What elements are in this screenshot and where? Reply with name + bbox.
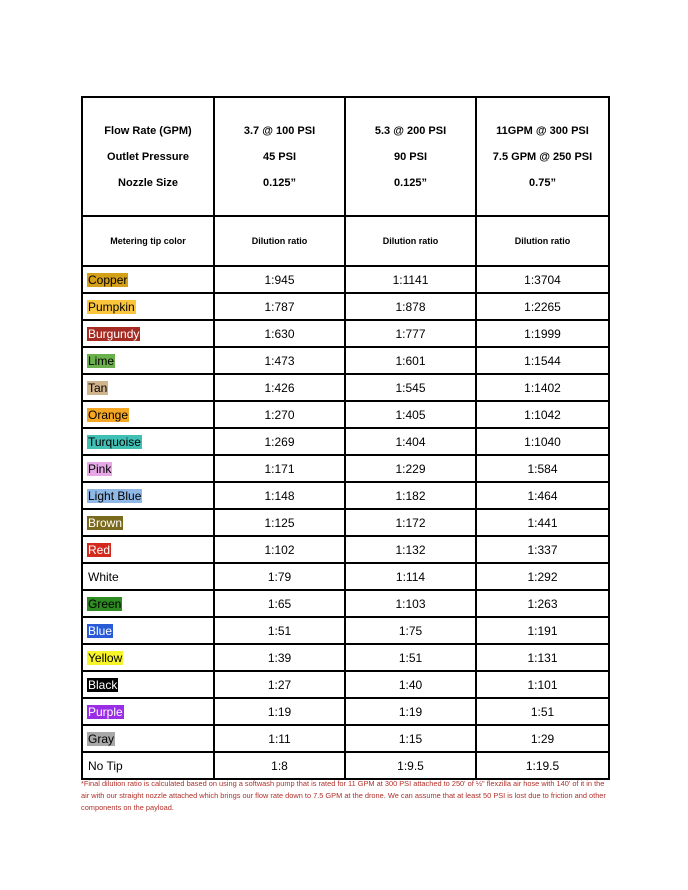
- table-row: [82, 401, 609, 428]
- dilution-ratio-cell: 1:1040: [476, 428, 609, 455]
- dilution-ratio-cell: 1:27: [214, 671, 345, 698]
- dilution-ratio-cell: 1:101: [476, 671, 609, 698]
- tip-color-label: Turquoise: [88, 434, 141, 449]
- tip-color-label: Lime: [88, 353, 115, 368]
- dilution-ratio-cell: 1:601: [345, 347, 476, 374]
- tip-color-label: Orange: [88, 407, 129, 422]
- table-row: [82, 590, 609, 617]
- table-row: [82, 509, 609, 536]
- dilution-table: [81, 96, 610, 780]
- tip-color-cell: [82, 644, 214, 671]
- metering-tip-color-header: Metering tip color: [82, 216, 214, 266]
- dilution-ratio-cell: 1:229: [345, 455, 476, 482]
- nozzle-size-value: 0.125”: [262, 176, 297, 189]
- outlet-pressure-value: 7.5 GPM @ 250 PSI: [492, 150, 593, 163]
- tip-color-label: Green: [88, 596, 122, 611]
- dilution-ratio-cell: 1:545: [345, 374, 476, 401]
- tip-color-cell: [82, 590, 214, 617]
- dilution-ratio-cell: 1:3704: [476, 266, 609, 293]
- dilution-ratio-cell: 1:191: [476, 617, 609, 644]
- tip-color-label: Burgundy: [88, 326, 140, 341]
- dilution-ratio-cell: 1:51: [476, 698, 609, 725]
- dilution-ratio-cell: 1:19: [214, 698, 345, 725]
- table-row: [82, 725, 609, 752]
- tip-color-cell: [82, 293, 214, 320]
- tip-color-label: Red: [88, 542, 111, 557]
- dilution-ratio-cell: 1:787: [214, 293, 345, 320]
- dilution-ratio-cell: 1:11: [214, 725, 345, 752]
- dilution-ratio-cell: 1:103: [345, 590, 476, 617]
- table-row: [82, 752, 609, 779]
- dilution-ratio-cell: 1:441: [476, 509, 609, 536]
- dilution-ratio-cell: 1:1042: [476, 401, 609, 428]
- tip-color-cell: [82, 671, 214, 698]
- header-row: [82, 97, 609, 216]
- dilution-ratio-cell: 1:125: [214, 509, 345, 536]
- dilution-ratio-cell: 1:777: [345, 320, 476, 347]
- dilution-ratio-cell: 1:39: [214, 644, 345, 671]
- nozzle-size-value: 0.75”: [529, 176, 556, 189]
- dilution-ratio-cell: 1:65: [214, 590, 345, 617]
- tip-color-label: Purple: [88, 704, 123, 719]
- tip-color-label: No Tip: [88, 758, 123, 773]
- dilution-ratio-cell: 1:114: [345, 563, 476, 590]
- tip-color-cell: [82, 509, 214, 536]
- flow-rate-label: Flow Rate (GPM): [104, 124, 192, 137]
- tip-color-label: Tan: [88, 380, 108, 395]
- dilution-ratio-cell: 1:171: [214, 455, 345, 482]
- dilution-ratio-cell: 1:75: [345, 617, 476, 644]
- flow-rate-value: 11GPM @ 300 PSI: [496, 124, 589, 137]
- tip-color-label: Gray: [88, 731, 115, 746]
- dilution-ratio-cell: 1:263: [476, 590, 609, 617]
- table-row: [82, 374, 609, 401]
- tip-color-cell: [82, 401, 214, 428]
- tip-color-label: Yellow: [88, 650, 123, 665]
- dilution-ratio-cell: 1:1141: [345, 266, 476, 293]
- tip-color-cell: [82, 455, 214, 482]
- dilution-ratio-cell: 1:1999: [476, 320, 609, 347]
- dilution-ratio-cell: 1:102: [214, 536, 345, 563]
- table-row: [82, 563, 609, 590]
- header-column-1: [214, 97, 345, 216]
- dilution-ratio-cell: 1:337: [476, 536, 609, 563]
- table-row: [82, 644, 609, 671]
- dilution-ratio-cell: 1:464: [476, 482, 609, 509]
- tip-color-label: Pink: [88, 461, 112, 476]
- tip-color-label: Black: [88, 677, 118, 692]
- dilution-ratio-cell: 1:79: [214, 563, 345, 590]
- dilution-ratio-cell: 1:29: [476, 725, 609, 752]
- dilution-ratio-cell: 1:51: [214, 617, 345, 644]
- table-row: [82, 266, 609, 293]
- tip-color-label: Blue: [88, 623, 113, 638]
- outlet-pressure-value: 45 PSI: [262, 150, 297, 163]
- header-labels-cell: [82, 97, 214, 216]
- dilution-ratio-cell: 1:131: [476, 644, 609, 671]
- tip-color-cell: [82, 347, 214, 374]
- tip-color-cell: [82, 266, 214, 293]
- dilution-ratio-cell: 1:404: [345, 428, 476, 455]
- dilution-ratio-cell: 1:8: [214, 752, 345, 779]
- header-column-3: [476, 97, 609, 216]
- table-row: [82, 455, 609, 482]
- dilution-ratio-cell: 1:19: [345, 698, 476, 725]
- tip-color-cell: [82, 482, 214, 509]
- nozzle-size-value: 0.125”: [393, 176, 428, 189]
- table-row: [82, 671, 609, 698]
- dilution-ratio-cell: 1:172: [345, 509, 476, 536]
- dilution-ratio-cell: 1:405: [345, 401, 476, 428]
- table-row: [82, 698, 609, 725]
- dilution-ratio-cell: 1:945: [214, 266, 345, 293]
- tip-color-label: Pumpkin: [88, 299, 135, 314]
- dilution-ratio-cell: 1:473: [214, 347, 345, 374]
- tip-color-label: White: [88, 569, 119, 584]
- footnote: *Final dilution ratio is calculated based on using a softwash pump that is rated for 11 GPM at 300 PSI attached to 250' of ½" flexzilla air hose with 140' of it in the air with our straight nozzle attached which brings our flow rate down to 7.5 GPM at the drone. We can assume that at least 50 PSI is lost due to friction and other components on the payload.: [81, 779, 606, 812]
- tip-color-label: Copper: [88, 272, 128, 287]
- tip-color-cell: [82, 617, 214, 644]
- tip-color-cell: [82, 374, 214, 401]
- dilution-ratio-cell: 1:878: [345, 293, 476, 320]
- dilution-ratio-header: Dilution ratio: [214, 216, 345, 266]
- table-row: [82, 428, 609, 455]
- dilution-ratio-cell: 1:1544: [476, 347, 609, 374]
- dilution-ratio-cell: 1:584: [476, 455, 609, 482]
- dilution-ratio-cell: 1:182: [345, 482, 476, 509]
- table-row: [82, 347, 609, 374]
- dilution-ratio-header: Dilution ratio: [476, 216, 609, 266]
- flow-rate-value: 5.3 @ 200 PSI: [374, 124, 447, 137]
- table-row: [82, 482, 609, 509]
- dilution-ratio-cell: 1:148: [214, 482, 345, 509]
- tip-color-cell: [82, 563, 214, 590]
- dilution-ratio-cell: 1:51: [345, 644, 476, 671]
- dilution-ratio-cell: 1:1402: [476, 374, 609, 401]
- tip-color-label: Brown: [88, 515, 123, 530]
- tip-color-cell: [82, 752, 214, 779]
- flow-rate-value: 3.7 @ 100 PSI: [243, 124, 316, 137]
- dilution-ratio-cell: 1:9.5: [345, 752, 476, 779]
- nozzle-size-label: Nozzle Size: [118, 176, 178, 189]
- dilution-ratio-cell: 1:270: [214, 401, 345, 428]
- tip-color-label: Light Blue: [88, 488, 142, 503]
- tip-color-cell: [82, 536, 214, 563]
- tip-color-cell: [82, 698, 214, 725]
- table-row: [82, 617, 609, 644]
- header-column-2: [345, 97, 476, 216]
- dilution-ratio-header: Dilution ratio: [345, 216, 476, 266]
- tip-color-cell: [82, 428, 214, 455]
- dilution-ratio-cell: 1:132: [345, 536, 476, 563]
- dilution-ratio-cell: 1:426: [214, 374, 345, 401]
- dilution-ratio-cell: 1:15: [345, 725, 476, 752]
- dilution-ratio-cell: 1:630: [214, 320, 345, 347]
- tip-color-cell: [82, 725, 214, 752]
- outlet-pressure-value: 90 PSI: [393, 150, 428, 163]
- table-row: [82, 320, 609, 347]
- dilution-ratio-cell: 1:19.5: [476, 752, 609, 779]
- dilution-ratio-cell: 1:269: [214, 428, 345, 455]
- subheader-row: [82, 216, 609, 266]
- tip-color-cell: [82, 320, 214, 347]
- outlet-pressure-label: Outlet Pressure: [107, 150, 189, 163]
- dilution-ratio-cell: 1:292: [476, 563, 609, 590]
- table-row: [82, 293, 609, 320]
- dilution-ratio-cell: 1:40: [345, 671, 476, 698]
- dilution-ratio-cell: 1:2265: [476, 293, 609, 320]
- table-row: [82, 536, 609, 563]
